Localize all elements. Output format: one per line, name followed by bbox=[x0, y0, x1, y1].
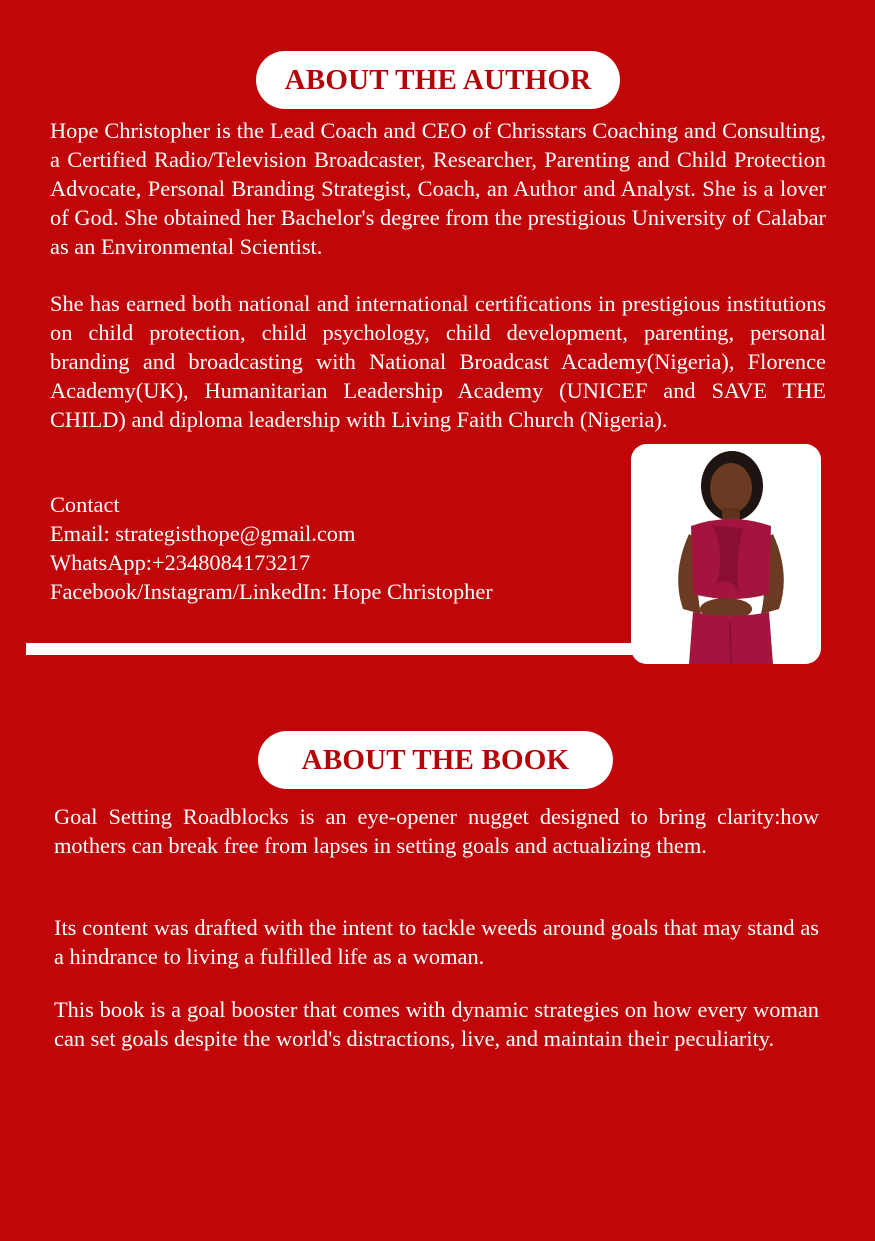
author-bio-paragraph-2: She has earned both national and international certifications in prestigious institutions on child protection, child psychology, child development, parenting, personal branding and broadcasting with National Broadcast Academy(Nigeria), Florence Academy(UK), Humanitarian Leadership Academy (UNICEF and SAVE THE CHILD) and diploma leadership with Living Faith Church (Nigeria). bbox=[50, 291, 826, 432]
author-bio-paragraph-1: Hope Christopher is the Lead Coach and CEO of Chrisstars Coaching and Consulting, a Certified Radio/Television Broadcaster, Researcher, Parenting and Child Protection Advocate, Personal Branding Strategist, Coach, an Author and Analyst. She is a lover of God. She obtained her Bachelor's degree from the prestigious University of Calabar as an Environmental Scientist. bbox=[50, 118, 826, 259]
book-paragraph-1: Goal Setting Roadblocks is an eye-opener nugget designed to bring clarity:how mothers can break free from lapses in setting goals and actualizing them. bbox=[54, 804, 819, 858]
contact-heading: Contact bbox=[50, 492, 120, 517]
author-photo bbox=[631, 444, 821, 664]
section-divider bbox=[26, 643, 646, 655]
book-paragraph-3: This book is a goal booster that comes with dynamic strategies on how every woman can set goals despite the world's distractions, live, and maintain their peculiarity. bbox=[54, 997, 819, 1051]
author-section-heading: ABOUT THE AUTHOR bbox=[256, 51, 620, 109]
book-section-heading: ABOUT THE BOOK bbox=[258, 731, 613, 789]
contact-social-handles: Facebook/Instagram/LinkedIn: Hope Christopher bbox=[50, 579, 493, 604]
contact-email: Email: strategisthope@gmail.com bbox=[50, 521, 356, 546]
contact-whatsapp: WhatsApp:+2348084173217 bbox=[50, 550, 311, 575]
book-paragraph-2: Its content was drafted with the intent to tackle weeds around goals that may stand as a hindrance to living a fulfilled life as a woman. bbox=[54, 915, 819, 969]
